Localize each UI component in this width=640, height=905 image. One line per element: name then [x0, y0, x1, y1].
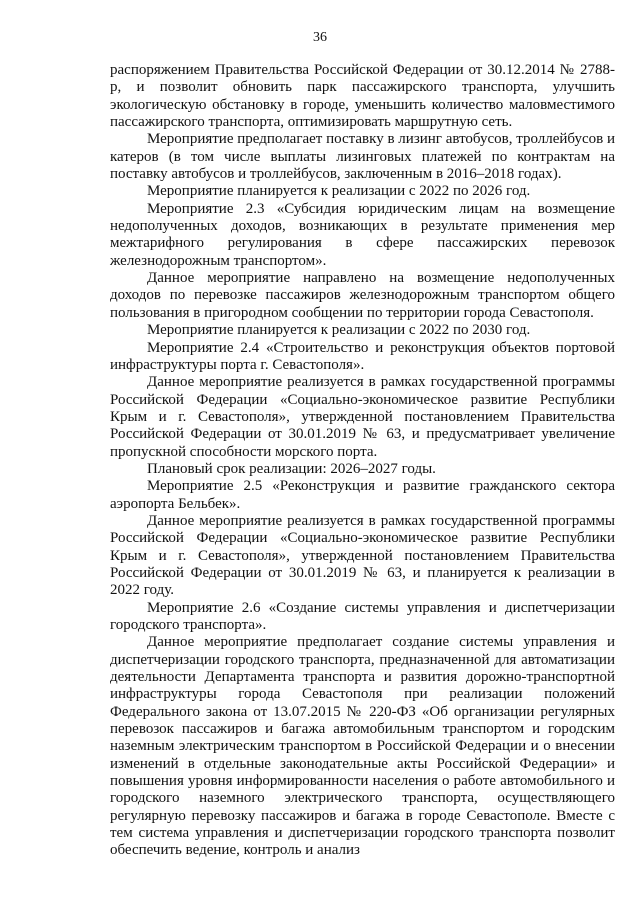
paragraph: Мероприятие планируется к реализации с 2022 по 2030 год.: [147, 322, 531, 339]
paragraph: Мероприятие 2.4 «Строительство и реконструкция объектов портовой инфраструктуры порта г. Севастополя».: [110, 339, 615, 373]
paragraph: Мероприятие предполагает поставку в лизинг автобусов, троллейбусов и катеров (в том числе выплаты лизинговых платежей по контрактам на поставку автобусов и троллейбусов, заключенным в 2016–2018 годах).: [110, 131, 615, 183]
paragraph: Мероприятие 2.6 «Создание системы управления и диспетчеризации городского транспорта».: [110, 599, 615, 633]
paragraph: Мероприятие 2.3 «Субсидия юридическим лицам на возмещение недополученных доходов, возникающих в результате применения мер межтарифного регулирования в сфере пассажирских перевозок железнодорожным транспортом».: [110, 200, 615, 269]
page-number: 36: [313, 30, 327, 45]
paragraph: Мероприятие планируется к реализации с 2022 по 2026 год.: [147, 183, 531, 200]
paragraph: Данное мероприятие предполагает создание системы управления и диспетчеризации городского транспорта, предназначенной для автоматизации деятельности Департамента транспорта и развития дорожно-транспортной инфраструктуры города Севастополя при реализации положений Федерального закона от 13.07.2015 № 220-ФЗ «Об организации регулярных перевозок пассажиров и багажа автомобильным транспортом и городским наземным электрическим транспортом в Российской Федерации и о внесении изменений в отдельные законодательные акты Российской Федерации» и повышения уровня информированности населения о работе автомобильного и городского наземного электрического транспорта, осуществляющего регулярную перевозку пассажиров и багажа в городе Севастополе. Вместе с тем система управления и диспетчеризации городского транспорта позволит обеспечить ведение, контроль и анализ: [110, 634, 615, 859]
paragraph: Данное мероприятие направлено на возмещение недополученных доходов по перевозке пассажиров железнодорожным транспортом общего пользования в пригородном сообщении по территории города Севастополя.: [110, 270, 615, 321]
document-body: [110, 62, 615, 860]
paragraph: распоряжением Правительства Российской Федерации от 30.12.2014 № 2788-р, и позволит обновить парк пассажирского транспорта, улучшить экологическую обстановку в городе, уменьшить количество маловместимого пассажирского транспорта, оптимизировать маршрутную сеть.: [110, 62, 615, 131]
paragraph: Данное мероприятие реализуется в рамках государственной программы Российской Федерации «Социально-экономическое развитие Республики Крым и г. Севастополя», утвержденной постановлением Правительства Российской Федерации от 30.01.2019 № 63, и предусматривает увеличение пропускной способности морского порта.: [110, 374, 615, 460]
paragraph: Мероприятие 2.5 «Реконструкция и развитие гражданского сектора аэропорта Бельбек».: [110, 478, 615, 512]
paragraph: Данное мероприятие реализуется в рамках государственной программы Российской Федерации «Социально-экономическое развитие Республики Крым и г. Севастополя», утвержденной постановлением Правительства Российской Федерации от 30.01.2019 № 63, и планируется к реализации в 2022 году.: [110, 512, 615, 599]
paragraph: Плановый срок реализации: 2026–2027 годы.: [147, 460, 436, 477]
